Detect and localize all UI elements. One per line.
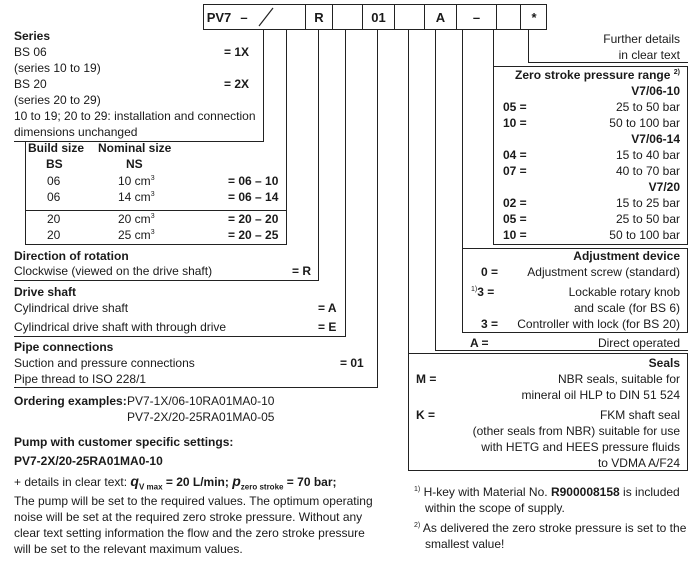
size-row-bs: 06 <box>47 190 61 204</box>
seals-m-text-1: NBR seals, suitable for <box>557 372 680 386</box>
adjustment-code-3b: 3 = <box>481 317 499 331</box>
seals-k-text-3: with HETG and HEES pressure fluids <box>481 440 680 454</box>
size-row-bs: 06 <box>47 174 61 188</box>
zero-row-range: 25 to 50 bar <box>615 100 680 114</box>
code-cell-dash2: – <box>456 4 496 30</box>
code-cell-shaft <box>332 4 362 30</box>
zero-row-range: 25 to 50 bar <box>615 212 680 226</box>
custom-para-2: noise will be set at the required zero stroke pressure. Without any <box>14 510 363 524</box>
drive-title: Drive shaft <box>14 285 77 299</box>
size-row-code: = 06 – 14 <box>228 190 279 204</box>
adjustment-text-0: Adjustment screw (standard) <box>527 265 680 279</box>
code-cell-pv7: PV7 <box>206 9 232 25</box>
pipe-text-1: Suction and pressure connections <box>14 356 195 370</box>
ordering-label: Ordering examples: <box>14 394 127 408</box>
size-nominal-header: Nominal size <box>98 141 172 155</box>
code-cell-dash1: – <box>240 9 248 25</box>
zero-row-code: 10 = <box>503 116 527 130</box>
adjustment-code-a: A = <box>470 336 489 350</box>
adjustment-code-0: 0 = <box>481 265 499 279</box>
ordering-example-1: PV7-1X/06-10RA01MA0-10 <box>127 394 275 408</box>
ordering-example-2: PV7-2X/20-25RA01MA0-05 <box>127 410 275 424</box>
footnote-1: $^{1)}$ H-key with Material No. R900008158 is included <box>414 485 680 499</box>
zero-row-range: 15 to 25 bar <box>615 196 680 210</box>
zero-row-code: 05 = <box>503 100 527 114</box>
adjustment-code-3: $^{1)}$3 = <box>471 285 495 299</box>
zero-row-range: 15 to 40 bar <box>615 148 680 162</box>
series-title: Series <box>14 29 51 43</box>
pipe-text-2: Pipe thread to ISO 228/1 <box>14 372 147 386</box>
drive-e-text: Cylindrical drive shaft with through drive <box>14 320 227 334</box>
zero-row-range: 50 to 100 bar <box>609 116 680 130</box>
zero-stroke-title: Zero stroke pressure range $^{2)}$ <box>515 68 680 82</box>
rotation-title: Direction of rotation <box>14 249 129 263</box>
adjustment-text-a: Direct operated <box>597 336 680 350</box>
adjustment-text-3a: Lockable rotary knob <box>568 285 680 299</box>
drive-e-code: = E <box>318 320 337 334</box>
zero-row-code: 10 = <box>503 228 527 242</box>
seals-m-code: M = <box>416 372 437 386</box>
further-line-1: Further details <box>603 32 680 46</box>
adjustment-text-3c: Controller with lock (for BS 20) <box>517 317 680 331</box>
size-row-ns: 25 $cm^3$ <box>118 228 155 242</box>
code-cell-size <box>253 4 305 30</box>
footnote-2-line-2: smallest value! <box>425 537 505 551</box>
custom-details: + details in clear text: $q_{V max} = 20$ L/min; $p_{zero stroke} = 70$ bar; <box>14 473 337 492</box>
further-line-2: in clear text <box>618 48 680 62</box>
rotation-code: = R <box>292 264 312 278</box>
seals-title: Seals <box>648 356 680 370</box>
footnote-1-line-2: within the scope of supply. <box>425 501 565 515</box>
code-cell-seal <box>394 4 424 30</box>
size-row-bs: 20 <box>47 212 61 226</box>
adjustment-title: Adjustment device <box>573 249 680 263</box>
size-row-code: = 06 – 10 <box>228 174 279 188</box>
custom-code: PV7-2X/20-25RA01MA0-10 <box>14 454 163 468</box>
code-cell-r: R <box>305 4 332 30</box>
zero-row-code: 02 = <box>503 196 527 210</box>
series-bs06-note: (series 10 to 19) <box>14 61 101 75</box>
series-bs06-code: = 1X <box>224 45 250 59</box>
zero-row-code: 04 = <box>503 148 527 162</box>
custom-title: Pump with customer specific settings: <box>14 435 234 449</box>
custom-para-3: clear text setting information the flow and the zero stroke pressure <box>14 526 365 540</box>
code-cell-a: A <box>424 4 456 30</box>
size-row-code: = 20 – 25 <box>228 228 279 242</box>
slash-icon <box>256 7 276 27</box>
seals-m-text-2: mineral oil HLP to DIN 51 524 <box>521 388 680 402</box>
size-bs-header: BS <box>46 157 63 171</box>
series-bs06: BS 06 <box>14 45 47 59</box>
zero-group-name: V7/06-10 <box>631 84 680 98</box>
code-cell-pressure <box>496 4 520 30</box>
zero-group-name: V7/20 <box>648 180 680 194</box>
series-bs20-code: = 2X <box>224 77 250 91</box>
custom-para-4: will be set to the relevant maximum values. <box>14 542 243 556</box>
size-row-ns: 10 $cm^3$ <box>118 174 155 188</box>
code-cell-star: * <box>520 4 547 30</box>
series-note-2: dimensions unchanged <box>14 125 138 139</box>
series-bs20-note: (series 20 to 29) <box>14 93 101 107</box>
zero-row-code: 05 = <box>503 212 527 226</box>
seals-k-code: K = <box>416 408 436 422</box>
size-build-header: Build size <box>28 141 85 155</box>
pipe-title: Pipe connections <box>14 340 114 354</box>
zero-group-name: V7/06-14 <box>631 132 680 146</box>
size-row-bs: 20 <box>47 228 61 242</box>
size-ns-header: NS <box>126 157 143 171</box>
rotation-text: Clockwise (viewed on the drive shaft) <box>14 264 213 278</box>
size-row-code: = 20 – 20 <box>228 212 279 226</box>
series-bs20: BS 20 <box>14 77 47 91</box>
zero-row-code: 07 = <box>503 164 527 178</box>
drive-a-text: Cylindrical drive shaft <box>14 301 129 315</box>
seals-k-text-1: FKM shaft seal <box>599 408 680 422</box>
seals-k-text-4: to VDMA A/F24 <box>597 456 680 470</box>
footnote-2: $^{2)}$ As delivered the zero stroke pressure is set to the <box>414 521 687 535</box>
zero-row-range: 50 to 100 bar <box>609 228 680 242</box>
custom-para-1: The pump will be set to the required values. The optimum operating <box>14 494 373 508</box>
pipe-code: = 01 <box>340 356 364 370</box>
drive-a-code: = A <box>318 301 337 315</box>
adjustment-text-3b: and scale (for BS 6) <box>573 301 680 315</box>
size-row-ns: 14 $cm^3$ <box>118 190 155 204</box>
seals-k-text-2: (other seals from NBR) suitable for use <box>472 424 680 438</box>
size-row-ns: 20 $cm^3$ <box>118 212 155 226</box>
series-note-1: 10 to 19; 20 to 29: installation and connection <box>14 109 256 123</box>
code-cell-01: 01 <box>362 4 394 30</box>
zero-row-range: 40 to 70 bar <box>615 164 680 178</box>
